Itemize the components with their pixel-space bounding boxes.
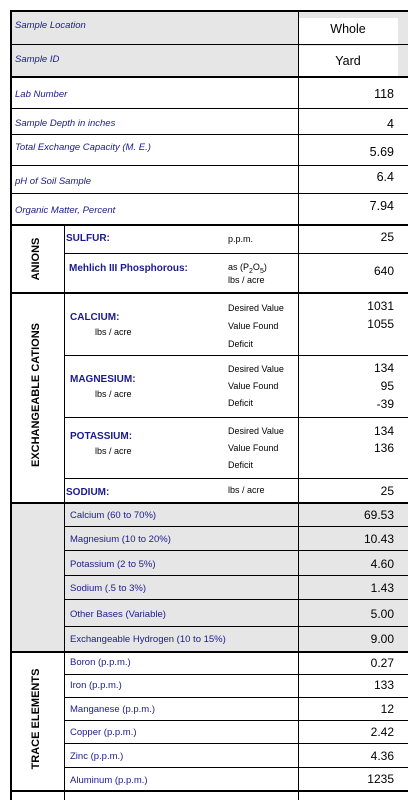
table-border-left (10, 10, 12, 800)
trace-copper-label: Copper (p.p.m.) (70, 727, 137, 738)
phosphorous-name: Mehlich III Phosphorous: (69, 263, 188, 274)
sample-depth-label: Sample Depth in inches (15, 118, 116, 129)
row-divider (10, 193, 408, 194)
trace-aluminum-label: Aluminum (p.p.m.) (70, 775, 148, 786)
trace-zinc-value: 4.36 (370, 749, 394, 763)
trace-manganese-label: Manganese (p.p.m.) (70, 704, 156, 715)
calcium-desired-value: 1031 (367, 299, 394, 313)
table-border-top (10, 10, 408, 12)
sulfur-unit: p.p.m. (228, 234, 254, 244)
sample-location-value: Whole (298, 18, 398, 44)
magnesium-deficit-label: Deficit (228, 398, 254, 408)
calcium-deficit-label: Deficit (228, 339, 254, 349)
anions-title: ANIONS (30, 237, 42, 281)
sulfur-value: 25 (380, 230, 394, 244)
bs-title-bg (11, 503, 64, 651)
value-column-divider (298, 10, 299, 800)
sample-location-label: Sample Location (15, 20, 86, 31)
sodium-name: SODIUM: (66, 487, 110, 498)
row-divider (10, 502, 408, 504)
sample-id-value: Yard (298, 46, 398, 76)
bs-hydrogen-value: 9.00 (370, 632, 394, 646)
row-divider (64, 767, 408, 768)
tec-label: Total Exchange Capacity (M. E.) (15, 142, 151, 153)
trace-zinc-label: Zinc (p.p.m.) (70, 751, 124, 762)
cations-title: EXCHANGEABLE CATIONS (30, 322, 42, 468)
sodium-value: 25 (380, 484, 394, 498)
row-divider (64, 697, 408, 698)
phosphorous-unit: as $(P_2O_5)$ (228, 262, 267, 275)
organic-matter-value: 7.94 (369, 199, 394, 213)
trace-manganese-value: 12 (380, 702, 394, 716)
ph-label: pH of Soil Sample (15, 176, 92, 187)
bs-sodium-value: 1.43 (370, 581, 394, 595)
row-divider (10, 76, 408, 78)
trace-copper-value: 2.42 (370, 725, 394, 739)
row-divider (10, 165, 408, 166)
row-divider (64, 599, 408, 600)
potassium-desired-value: 134 (373, 424, 394, 438)
row-divider (64, 575, 408, 576)
potassium-deficit-label: Deficit (228, 460, 254, 470)
calcium-lbs: lbs / acre (95, 327, 132, 337)
row-divider (64, 355, 408, 356)
magnesium-lbs: lbs / acre (95, 389, 132, 399)
sample-id-label: Sample ID (15, 54, 60, 65)
potassium-lbs: lbs / acre (95, 446, 132, 456)
bs-sodium-label: Sodium (.5 to 3%) (70, 583, 147, 594)
section-column-divider (64, 225, 65, 800)
calcium-found-value: 1055 (367, 317, 394, 331)
bs-potassium-value: 4.60 (370, 557, 394, 571)
bs-potassium-label: Potassium (2 to 5%) (70, 559, 156, 570)
row-divider (64, 478, 408, 479)
sulfur-name: SULFUR: (66, 233, 110, 244)
potassium-desired-label: Desired Value (228, 426, 284, 436)
trace-boron-label: Boron (p.p.m.) (70, 657, 131, 668)
magnesium-found-value: 95 (380, 379, 394, 393)
ph-value: 6.4 (376, 170, 394, 184)
row-divider (64, 743, 408, 744)
potassium-found-value: 136 (373, 441, 394, 455)
trace-elements-title: TRACE ELEMENTS (30, 668, 42, 770)
row-divider (64, 417, 408, 418)
row-divider (64, 674, 408, 675)
trace-iron-value: 133 (373, 678, 394, 692)
magnesium-found-label: Value Found (228, 381, 279, 391)
row-divider (10, 44, 408, 45)
bs-calcium-value: 69.53 (363, 508, 394, 522)
phosphorous-unit-lbs: lbs / acre (228, 275, 265, 285)
trace-iron-label: Iron (p.p.m.) (70, 680, 122, 691)
bs-other-label: Other Bases (Variable) (70, 609, 166, 620)
magnesium-name: MAGNESIUM: (70, 374, 136, 385)
row-divider (10, 224, 408, 226)
row-divider (64, 720, 408, 721)
row-divider (64, 626, 408, 627)
row-divider (10, 108, 408, 109)
calcium-name: CALCIUM: (70, 312, 120, 323)
magnesium-deficit-value: -39 (376, 397, 394, 411)
bs-magnesium-label: Magnesium (10 to 20%) (70, 534, 171, 545)
calcium-found-label: Value Found (228, 321, 279, 331)
trace-boron-value: 0.27 (370, 656, 394, 670)
trace-aluminum-value: 1235 (367, 772, 394, 786)
row-divider (64, 253, 408, 254)
magnesium-desired-value: 134 (373, 361, 394, 375)
row-divider (10, 292, 408, 294)
bs-calcium-label: Calcium (60 to 70%) (70, 510, 157, 521)
bs-magnesium-value: 10.43 (363, 532, 394, 546)
row-divider (64, 550, 408, 551)
lab-number-value: 118 (374, 87, 394, 101)
sodium-unit: lbs / acre (228, 485, 265, 495)
sample-depth-value: 4 (387, 117, 394, 131)
tec-value: 5.69 (369, 145, 394, 159)
calcium-desired-label: Desired Value (228, 303, 284, 313)
potassium-found-label: Value Found (228, 443, 279, 453)
lab-number-label: Lab Number (15, 89, 68, 100)
bs-hydrogen-label: Exchangeable Hydrogen (10 to 15%) (70, 634, 226, 645)
row-divider (64, 526, 408, 527)
row-divider (10, 134, 408, 135)
organic-matter-label: Organic Matter, Percent (15, 205, 116, 216)
phosphorous-value: 640 (373, 264, 394, 278)
row-divider (10, 790, 408, 792)
magnesium-desired-label: Desired Value (228, 364, 284, 374)
row-divider (10, 651, 408, 653)
potassium-name: POTASSIUM: (70, 431, 133, 442)
bs-other-value: 5.00 (370, 607, 394, 621)
